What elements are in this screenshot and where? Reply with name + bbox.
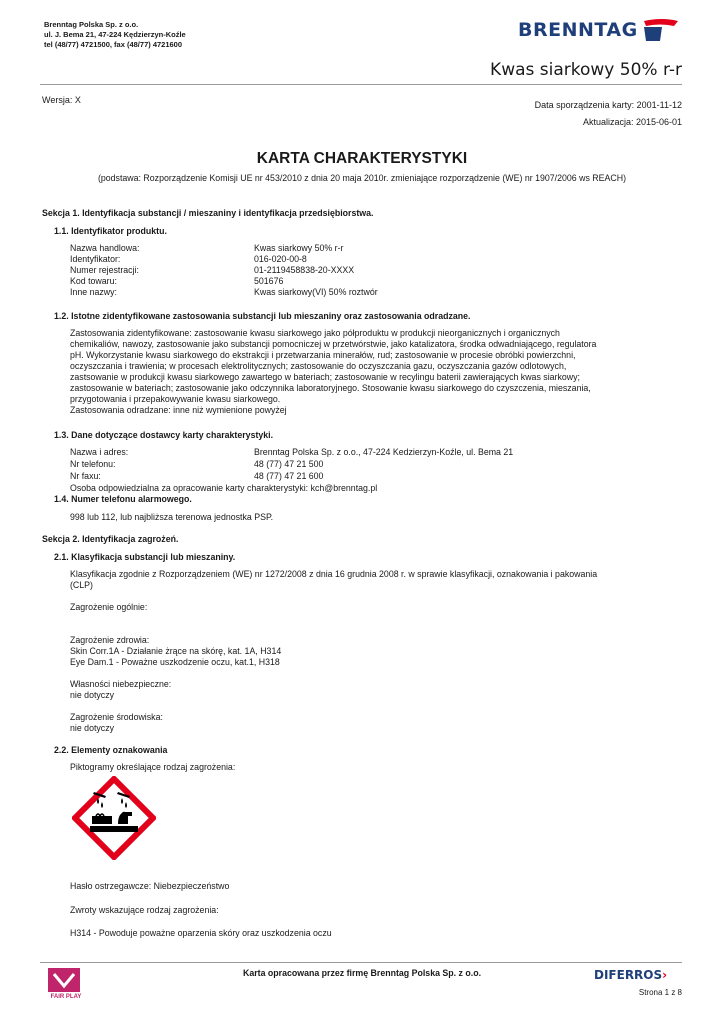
supplier-fax: 48 (77) 47 21 600 (254, 471, 324, 481)
section-1-4-heading: 1.4. Numer telefonu alarmowego. (54, 494, 192, 504)
general-hazard-label: Zagrożenie ogólnie: (70, 602, 148, 612)
created-date: Data sporządzenia karty: 2001-11-12 (534, 100, 682, 110)
emergency-number: 998 lub 112, lub najbliższa terenowa jednostka PSP. (70, 512, 274, 522)
section-2-1-heading: 2.1. Klasyfikacja substancji lub mieszaniny. (54, 552, 236, 562)
section-2-2-heading: 2.2. Elementy oznakowania (54, 745, 168, 755)
field-label: Nazwa i adres: (70, 447, 129, 457)
brenntag-logo (518, 15, 680, 47)
product-code: 501676 (254, 276, 284, 286)
diferros-logo-text: DIFERROS (594, 968, 663, 982)
company-info (44, 20, 186, 50)
main-title: KARTA CHARAKTERYSTYKI (256, 150, 468, 167)
section-1-2-heading: 1.2. Istotne zidentyfikowane zastosowania substancji lub mieszaniny oraz zastosowania odradzane. (54, 311, 471, 321)
physical-hazard-value: nie dotyczy (70, 690, 115, 700)
section-1-3-heading: 1.3. Dane dotyczące dostawcy karty charakterystyki. (54, 430, 274, 440)
version: Wersja: X (42, 95, 81, 105)
brenntag-logo-text: BRENNTAG (518, 19, 638, 41)
company-phone: tel (48/77) 4721500, fax (48/77) 4721600 (44, 40, 183, 49)
company-name: Brenntag Polska Sp. z o.o. (44, 20, 139, 29)
fair-play-label: FAIR PLAY (50, 994, 82, 1000)
field-label: Nazwa handlowa: (70, 243, 140, 253)
text-line: Zastosowania zidentyfikowane: zastosowanie kwasu siarkowego jako półproduktu w produkcji nieorganicznych i organicznych (70, 328, 560, 338)
hazard-statements-label: Zwroty wskazujące rodzaj zagrożenia: (70, 905, 219, 915)
section-1-heading: Sekcja 1. Identyfikacja substancji / mieszaniny i identyfikacja przedsiębiorstwa. (42, 208, 374, 218)
field-label: Kod towaru: (70, 276, 117, 286)
registration-number: 01-2119458838-20-XXXX (254, 265, 355, 275)
header-divider (40, 84, 682, 85)
classification-text (70, 569, 682, 591)
text-line: pH. Wykorzystanie kwasu siarkowego do ekstrakcji i przetwarzania minerałów, rud; zastosowanie w procesie obróbki powierzchni, (70, 350, 576, 360)
text-line: zastsowanie w produkcji kwasu siarkowego zawartego w bateriach; zastosowanie w recylingu baterii zawierających kwas siarkowy; (70, 372, 580, 382)
uses-paragraph (70, 328, 682, 416)
diferros-logo (594, 968, 667, 982)
page-number: Strona 1 z 8 (638, 988, 682, 997)
updated-date: Aktualizacja: 2015-06-01 (582, 117, 682, 127)
ghs05-corrosive-icon (72, 776, 156, 860)
diferros-arrow-icon: › (662, 968, 668, 982)
field-label: Nr telefonu: (70, 459, 116, 469)
brenntag-swoosh-icon (642, 17, 680, 43)
field-label: Numer rejestracji: (70, 265, 139, 275)
environment-hazard-value: nie dotyczy (70, 723, 115, 733)
physical-hazard-label: Własności niebezpieczne: (70, 679, 172, 689)
pictograms-label: Piktogramy określające rodzaj zagrożenia: (70, 762, 236, 772)
health-hazard-skin: Skin Corr.1A - Działanie żrące na skórę, kat. 1A, H314 (70, 646, 282, 656)
responsible-contact: Osoba odpowiedzialna za opracowanie karty charakterystyki: kch@brenntag.pl (70, 483, 378, 493)
footer-note: Karta opracowana przez firmę Brenntag Polska Sp. z o.o. (242, 968, 482, 978)
text-line: oczyszczania i trawienia; w procesach elektrolitycznych; zastosowanie do oczyszczania gazu, oczyszczania gazów odlotowych, (70, 361, 567, 371)
identifier: 016-020-00-8 (254, 254, 307, 264)
signal-word: Hasło ostrzegawcze: Niebezpieczeństwo (70, 881, 230, 891)
footer-divider (40, 962, 682, 963)
text-line: przygotowania i przepakowywanie kwasu siarkowego. (70, 394, 281, 404)
text-line: Klasyfikacja zgodnie z Rozporządzeniem (WE) nr 1272/2008 z dnia 16 grudnia 2008 r. w sprawie klasyfikacji, oznakowania i pakowania (70, 569, 598, 579)
text-line: zastosowanie w bateriach; zastosowanie jako odczynnika laboratoryjnego. Stosowanie kwasu siarkowego do czyszczenia, mieszania, (70, 383, 591, 393)
trade-name: Kwas siarkowy 50% r-r (254, 243, 344, 253)
section-2-heading: Sekcja 2. Identyfikacja zagrożeń. (42, 534, 179, 544)
text-line: (CLP) (70, 580, 93, 590)
document-title: Kwas siarkowy 50% r-r (490, 60, 682, 80)
text-line: Zastosowania odradzane: inne niż wymienione powyżej (70, 405, 287, 415)
health-hazard-eye: Eye Dam.1 - Poważne uszkodzenie oczu, kat.1, H318 (70, 657, 280, 667)
field-label: Inne nazwy: (70, 287, 117, 297)
text-line: chemikaliów, nawozy, zastosowanie jako substancji pomocniczej w przetwórstwie, jako katalizatora, środka odwadniającego, regulatora (70, 339, 597, 349)
field-label: Nr faxu: (70, 471, 101, 481)
other-names: Kwas siarkowy(VI) 50% roztwór (254, 287, 378, 297)
field-label: Identyfikator: (70, 254, 121, 264)
health-hazard-label: Zagrożenie zdrowia: (70, 635, 150, 645)
legal-basis: (podstawa: Rozporządzenie Komisji UE nr 453/2010 z dnia 20 maja 2010r. zmieniające rozporządzenie (WE) nr 1907/2006 ws REACH) (97, 173, 627, 183)
company-address: ul. J. Bema 21, 47-224 Kędzierzyn-Koźle (44, 30, 186, 39)
environment-hazard-label: Zagrożenie środowiska: (70, 712, 163, 722)
hazard-statement-h314: H314 - Powoduje poważne oparzenia skóry oraz uszkodzenia oczu (70, 928, 332, 938)
supplier-phone: 48 (77) 47 21 500 (254, 459, 324, 469)
section-1-1-heading: 1.1. Identyfikator produktu. (54, 226, 167, 236)
supplier-address: Brenntag Polska Sp. z o.o., 47-224 Kedzierzyn-Koźle, ul. Bema 21 (254, 447, 514, 457)
